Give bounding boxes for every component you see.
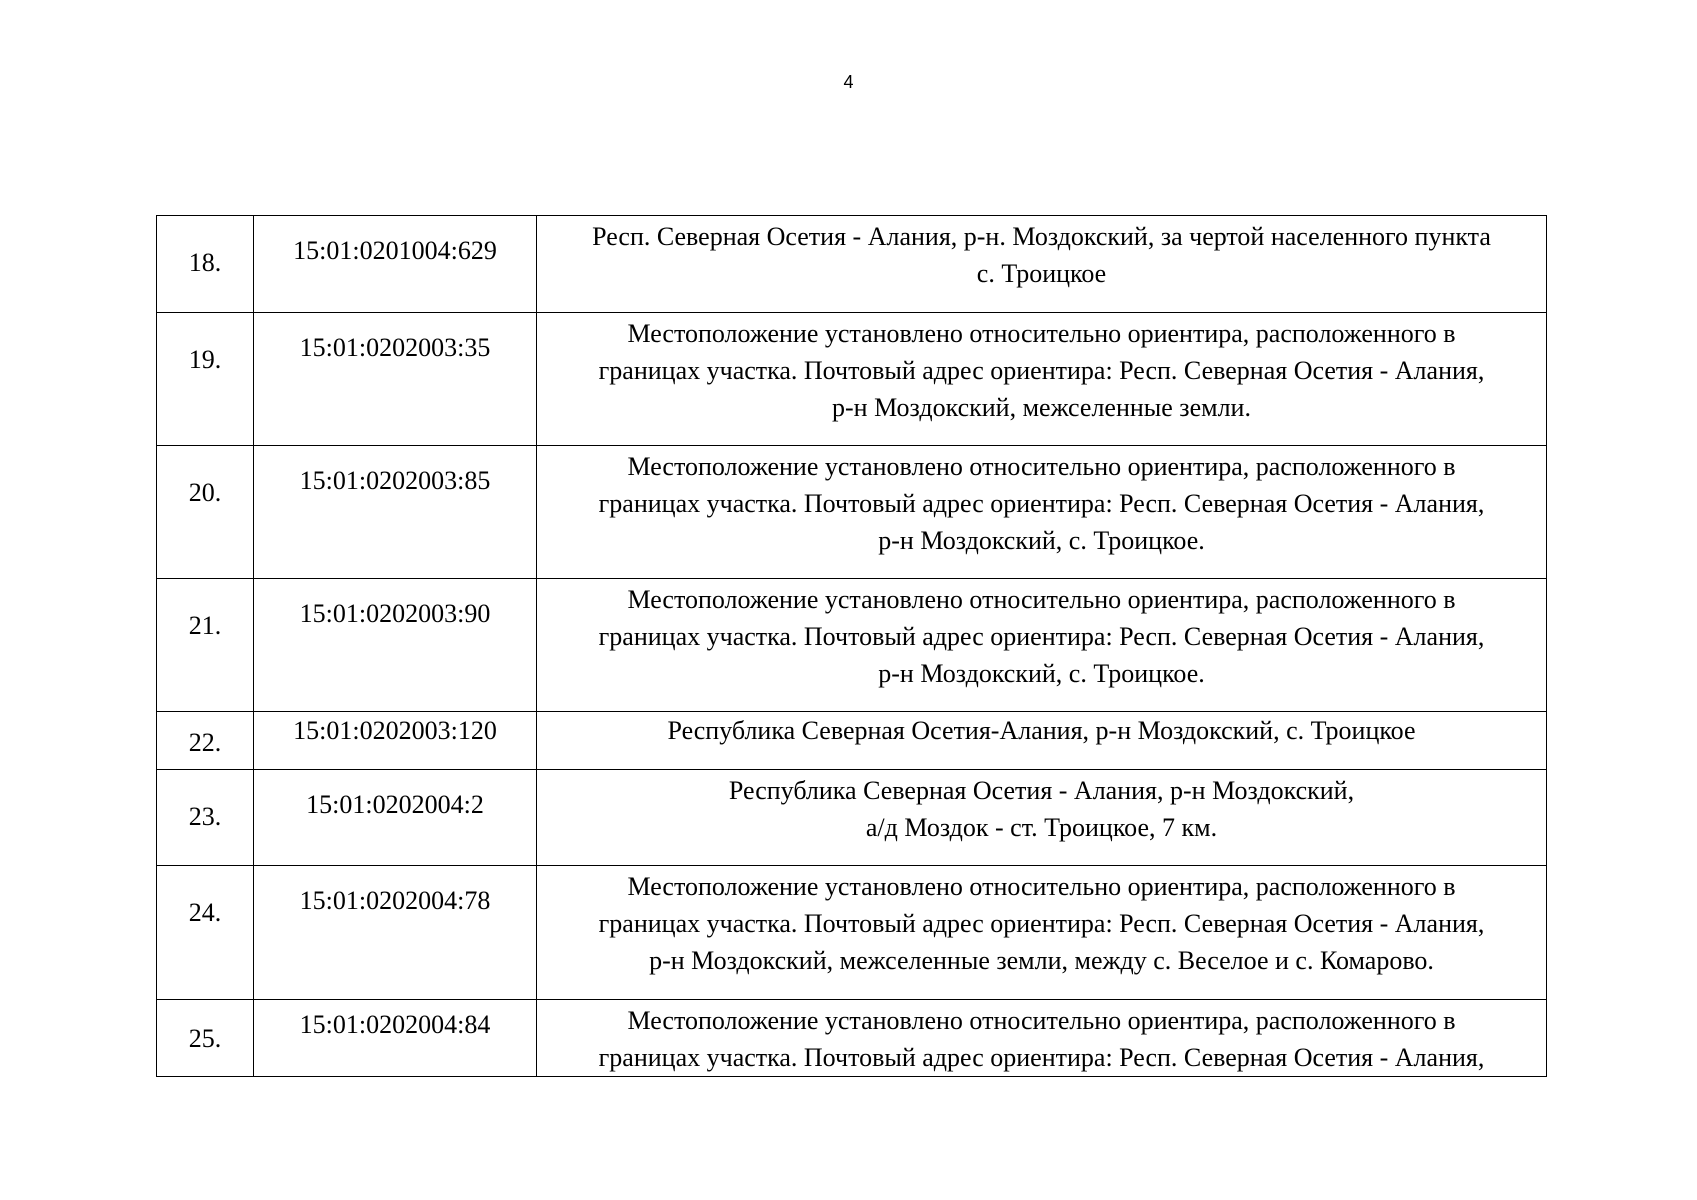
table-row xyxy=(157,712,1547,770)
address-line: границах участка. Почтовый адрес ориентира: Респ. Северная Осетия - Алания, xyxy=(598,1043,1485,1072)
address-line: Местоположение установлено относительно ориентира, расположенного в xyxy=(627,319,1456,348)
address-line: границах участка. Почтовый адрес ориентира: Респ. Северная Осетия - Алания, xyxy=(598,622,1485,651)
address-cell xyxy=(537,446,1547,579)
cadastral-number: 15:01:0202003:120 xyxy=(293,716,497,745)
address-cell xyxy=(537,313,1547,446)
cadastral-number-cell xyxy=(254,446,537,579)
cadastral-number: 15:01:0202004:2 xyxy=(306,790,484,819)
row-number: 19. xyxy=(188,345,222,374)
row-number-cell xyxy=(157,446,254,579)
row-number: 23. xyxy=(188,802,222,831)
table-row xyxy=(157,866,1547,1000)
address-line: Местоположение установлено относительно ориентира, расположенного в xyxy=(627,1006,1456,1035)
address-line: Республика Северная Осетия - Алания, р-н Моздокский, xyxy=(728,776,1355,805)
table-row xyxy=(157,313,1547,446)
address-line: границах участка. Почтовый адрес ориентира: Респ. Северная Осетия - Алания, xyxy=(598,356,1485,385)
address-line: Респ. Северная Осетия - Алания, р-н. Моздокский, за чертой населенного пункта xyxy=(592,222,1491,251)
address-line: р-н Моздокский, межселенные земли. xyxy=(832,393,1251,422)
address-cell xyxy=(537,1000,1547,1077)
address-cell xyxy=(537,712,1547,770)
address-line: р-н Моздокский, межселенные земли, между с. Веселое и с. Комарово. xyxy=(649,946,1434,975)
row-number-cell xyxy=(157,579,254,712)
row-number-cell xyxy=(157,1000,254,1077)
table-row xyxy=(157,216,1547,313)
address-line: р-н Моздокский, с. Троицкое. xyxy=(878,526,1205,555)
address-cell xyxy=(537,866,1547,1000)
cadastral-number-cell xyxy=(254,866,537,1000)
cadastral-number: 15:01:0201004:629 xyxy=(293,236,497,265)
address-line: границах участка. Почтовый адрес ориентира: Респ. Северная Осетия - Алания, xyxy=(598,489,1485,518)
address-line: Местоположение установлено относительно ориентира, расположенного в xyxy=(627,452,1456,481)
row-number-cell xyxy=(157,866,254,1000)
address-line: с. Троицкое xyxy=(976,259,1107,288)
cadastral-number: 15:01:0202003:90 xyxy=(299,599,491,628)
table-row xyxy=(157,446,1547,579)
row-number-cell xyxy=(157,313,254,446)
row-number-cell xyxy=(157,712,254,770)
cadastral-number-cell xyxy=(254,216,537,313)
cadastral-number: 15:01:0202004:84 xyxy=(299,1010,491,1039)
address-cell xyxy=(537,579,1547,712)
address-line: Местоположение установлено относительно ориентира, расположенного в xyxy=(627,872,1456,901)
row-number-cell xyxy=(157,216,254,313)
cadastral-number-cell xyxy=(254,313,537,446)
address-line: р-н Моздокский, с. Троицкое. xyxy=(878,659,1205,688)
address-line: а/д Моздок - ст. Троицкое, 7 км. xyxy=(865,813,1218,842)
address-line: Республика Северная Осетия-Алания, р-н Моздокский, с. Троицкое xyxy=(667,716,1416,745)
cadastral-number: 15:01:0202003:35 xyxy=(299,333,491,362)
page-number: 4 xyxy=(843,72,854,92)
row-number: 21. xyxy=(188,611,222,640)
cadastral-number: 15:01:0202003:85 xyxy=(299,466,491,495)
table-row xyxy=(157,770,1547,866)
land-plot-table xyxy=(156,215,1547,1077)
address-line: границах участка. Почтовый адрес ориентира: Респ. Северная Осетия - Алания, xyxy=(598,909,1485,938)
cadastral-number-cell xyxy=(254,579,537,712)
table-row xyxy=(157,579,1547,712)
address-cell xyxy=(537,216,1547,313)
cadastral-number-cell xyxy=(254,770,537,866)
row-number: 18. xyxy=(188,248,222,277)
address-cell xyxy=(537,770,1547,866)
cadastral-number-cell xyxy=(254,1000,537,1077)
table-row xyxy=(157,1000,1547,1077)
cadastral-number: 15:01:0202004:78 xyxy=(299,886,491,915)
row-number-cell xyxy=(157,770,254,866)
row-number: 25. xyxy=(188,1024,222,1053)
address-line: Местоположение установлено относительно ориентира, расположенного в xyxy=(627,585,1456,614)
row-number: 22. xyxy=(188,728,222,757)
row-number: 24. xyxy=(188,898,222,927)
row-number: 20. xyxy=(188,478,222,507)
cadastral-number-cell xyxy=(254,712,537,770)
